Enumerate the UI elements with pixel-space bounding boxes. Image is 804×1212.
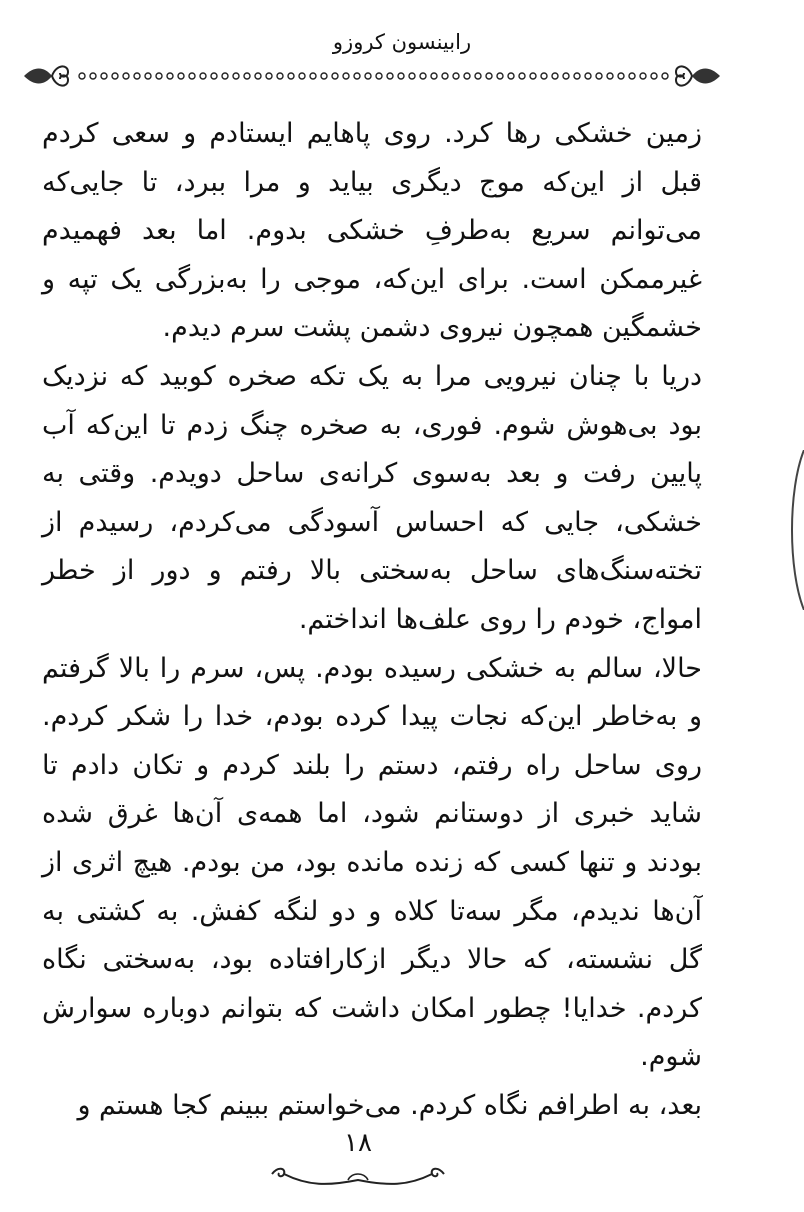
paragraph: حالا، سالم به خشکی رسیده بودم. پس، سرم را بالا گرفتم و به‌خاطر این‌که نجات پیدا کرده بودم، خدا را شکر کردم. روی ساحل راه رفتم، دستم را بلند کردم و تکان دادم تا شاید خبری از دوستانم شود، اما همه‌ی آن‌ها غرق شده بودند و تنها کسی که زنده مانده بود، من بودم. هیچ اثری از آن‌ها ندیدم، مگر سه‌تا کلاه و دو لنگه کفش. به کشتی به گل نشسته، که حالا دیگر ازکارافتاده بود، به‌سختی نگاه کردم. خدایا! چطور امکان داشت که بتوانم دوباره سوارش شوم. [42,652,702,1073]
paragraph: زمین خشکی رها کرد. روی پاهایم ایستادم و سعی کردم قبل از این‌که موج دیگری بیاید و مرا ببرد، تا جایی‌که می‌توانم سریع به‌طرفِ خشکی بدوم. اما بعد فهمیدم غیرممکن است. برای این‌که، موجی را به‌بزرگی یک تپه و خشمگین همچون نیروی دشمن پشت سرم دیدم. [42,118,702,344]
footer-ornament [268,1160,448,1190]
running-title: رابینسون کروزو [332,30,472,54]
page-edge-curve [784,450,804,610]
body-text [42,110,702,1130]
paragraph: دریا با چنان نیرویی مرا به یک تکه صخره کوبید که نزدیک بود بی‌هوش شوم. فوری، به صخره چنگ زدم تا این‌که آب پایین رفت و بعد به‌سوی کرانه‌ی ساحل دویدم. وقتی به خشکی، جایی که احساس آسودگی می‌کردم، رسیدم از تخته‌سنگ‌های ساحل به‌سختی بالا رفتم و دور از خطر امواج، خودم را روی علف‌ها انداختم. [42,360,702,635]
page-number: ۱۸ [344,1128,372,1158]
header-ornament [22,56,722,96]
paragraph: بعد، به اطرافم نگاه کردم. می‌خواستم ببینم کجا هستم و [77,1089,702,1121]
